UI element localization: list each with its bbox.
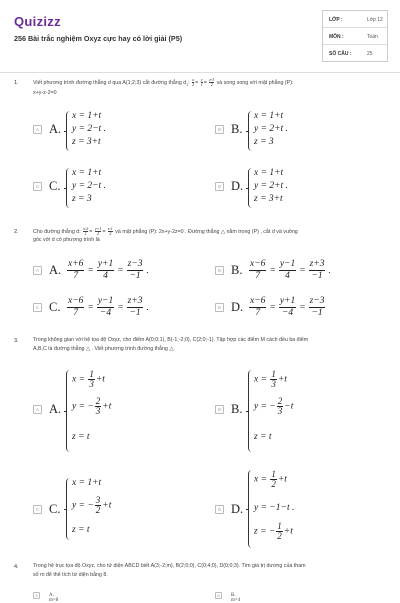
question-4-number: 4. — [14, 564, 19, 570]
fraction-equation: $\frac{x-6}{7}$ = $\frac{y-1}{-4}$ = $\frac{z+3}{-1}$ . — [68, 296, 149, 318]
option-badge: B — [215, 405, 224, 414]
fraction-equation: $\frac{x-6}{7}$ = $\frac{y+1}{-4}$ = $\frac{z-3}{-1}$ — [250, 296, 325, 318]
fraction-equation: $\frac{x+6}{7}$ = $\frac{y+1}{4}$ = $\frac{z-3}{-1}$ . — [68, 259, 149, 281]
option-badge: A — [33, 125, 42, 134]
option-letter: A. m=8 — [49, 593, 59, 603]
option-letter: B. m=4 — [231, 593, 241, 603]
option-badge: B — [215, 125, 224, 134]
question-2-text: Cho đường thẳng d: $\frac{x-2}{1}$ = $\frac{y+1}{2}$ = $\frac{z-1}{2}$ và mặt phẳng (P): 2x+y-2z=0 . Đường thẳng △ nằm trong (P) , cắt d và vuông góc với d có phương trình là — [33, 226, 298, 244]
option-badge: A — [33, 592, 40, 599]
option-letter: A. — [49, 122, 62, 136]
question-4-text: Trong hệ trục tọa độ Oxyz, cho tứ diện ABCD biết A(3;-2;m), B(2;0;0), C(0;4;0), D(0;0;3). Tìm giá trị dương của tham số m để thể tích tứ diện bằng 8. — [33, 563, 306, 578]
option-badge: C — [33, 182, 42, 191]
option-letter: A. — [49, 402, 62, 416]
question-1-text: Viết phương trình đường thẳng d qua A(1;2;3) cắt đường thẳng $d_1$: $\frac{x}{2}$ = $\frac{y}{1}$ = $\frac{z-3}{2}$ và song song với mặt phẳng (P): x+y-z-2=0 — [33, 77, 294, 97]
document-title: 256 Bài trắc nghiệm Oxyz cực hay có lời giải (P5) — [14, 34, 183, 43]
option-letter: B. — [231, 122, 243, 136]
option-letter: B. — [231, 263, 243, 277]
meta-info-box — [322, 10, 388, 62]
meta-row-count: SỐ CÂU : 25 — [329, 51, 373, 57]
option-letter: D. — [231, 179, 244, 193]
option-badge: D — [215, 505, 224, 514]
question-3-text: Trong không gian với hệ tọa độ Oxyz, cho điểm A(0;0;1), B(-1;-2;0), C(2;0;-1). Tập hợp các điểm M cách đều ba điểm A,B,C là đường thẳng △ . Viết phương trình đường thẳng △. — [33, 337, 309, 352]
quizizz-logo: Quizizz — [14, 14, 61, 29]
option-letter: B. — [231, 402, 243, 416]
meta-row-subject: MÔN : Toán — [323, 28, 387, 45]
option-letter: D. — [231, 300, 244, 314]
option-letter: C. — [49, 502, 61, 516]
option-letter: C. — [49, 179, 61, 193]
meta-row-class: LỚP : Lớp 12 — [323, 11, 387, 28]
option-badge: A — [33, 405, 42, 414]
option-badge: D — [215, 303, 224, 312]
option-badge: B — [215, 592, 222, 599]
option-badge: A — [33, 266, 42, 275]
brace — [66, 111, 71, 151]
option-badge: D — [215, 182, 224, 191]
option-badge: C — [33, 505, 42, 514]
option-letter: C. — [49, 300, 61, 314]
option-badge: C — [33, 303, 42, 312]
header-divider — [0, 72, 400, 73]
fraction-equation: $\frac{x-6}{7}$ = $\frac{y-1}{4}$ = $\frac{z+3}{-1}$ . — [250, 259, 331, 281]
option-letter: D. — [231, 502, 244, 516]
option-badge: B — [215, 266, 224, 275]
question-3-number: 3. — [14, 338, 19, 344]
question-2-number: 2. — [14, 229, 19, 235]
document-header — [0, 0, 400, 72]
option-letter: A. — [49, 263, 62, 277]
question-1-number: 1. — [14, 80, 19, 86]
